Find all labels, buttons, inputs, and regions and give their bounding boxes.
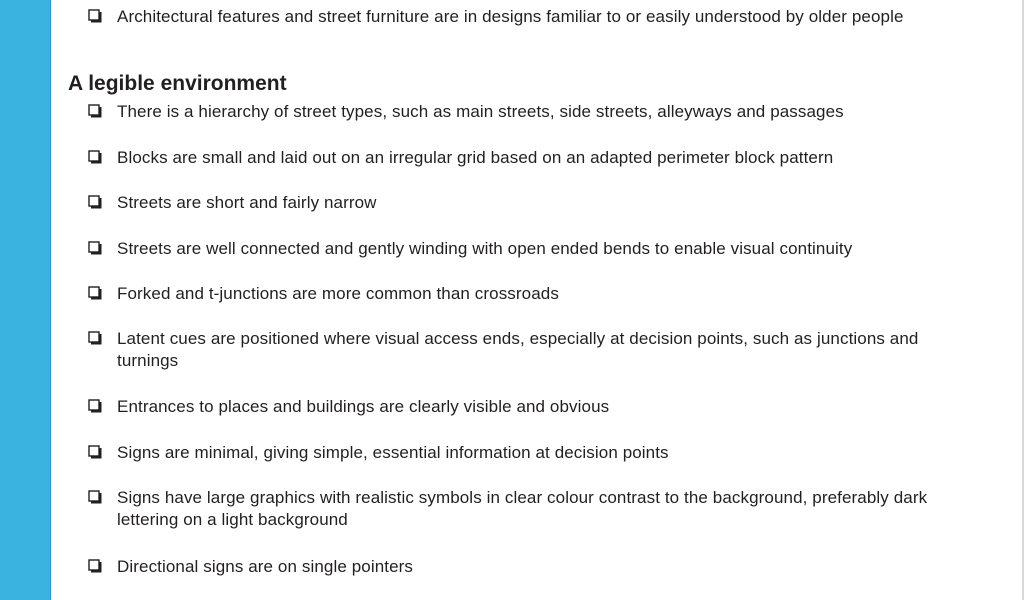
checklist-item-text: Directional signs are on single pointers [117, 557, 413, 576]
checkbox-icon[interactable] [88, 559, 102, 573]
checkbox-icon[interactable] [88, 445, 102, 459]
checkbox-icon[interactable] [88, 195, 102, 209]
checklist-item-text: Blocks are small and laid out on an irregular grid based on an adapted perimeter block pattern [117, 148, 834, 167]
checklist-item-text: Streets are well connected and gently winding with open ended bends to enable visual continuity [117, 239, 853, 258]
checklist-item-text: Latent cues are positioned where visual access ends, especially at decision points, such as junctions and turnings [117, 329, 919, 370]
checklist-item-text: Entrances to places and buildings are clearly visible and obvious [117, 397, 610, 416]
section-heading: A legible environment [68, 72, 287, 95]
checklist-item-text: Streets are short and fairly narrow [117, 193, 377, 212]
checkbox-icon[interactable] [88, 331, 102, 345]
checkbox-icon[interactable] [88, 490, 102, 504]
checklist-item-text: Signs are minimal, giving simple, essential information at decision points [117, 443, 669, 462]
checklist-item-text: There is a hierarchy of street types, such as main streets, side streets, alleyways and passages [117, 102, 844, 121]
checkbox-icon[interactable] [88, 9, 102, 23]
checkbox-icon[interactable] [88, 104, 102, 118]
checklist-item-text: Architectural features and street furniture are in designs familiar to or easily understood by older people [117, 7, 904, 26]
checkbox-icon[interactable] [88, 241, 102, 255]
checklist-item-text: Forked and t-junctions are more common than crossroads [117, 284, 559, 303]
checkbox-icon[interactable] [88, 150, 102, 164]
checkbox-icon[interactable] [88, 399, 102, 413]
checkbox-icon[interactable] [88, 286, 102, 300]
checklist-item-text: Signs have large graphics with realistic symbols in clear colour contrast to the background, preferably dark lettering on a light background [117, 488, 928, 529]
